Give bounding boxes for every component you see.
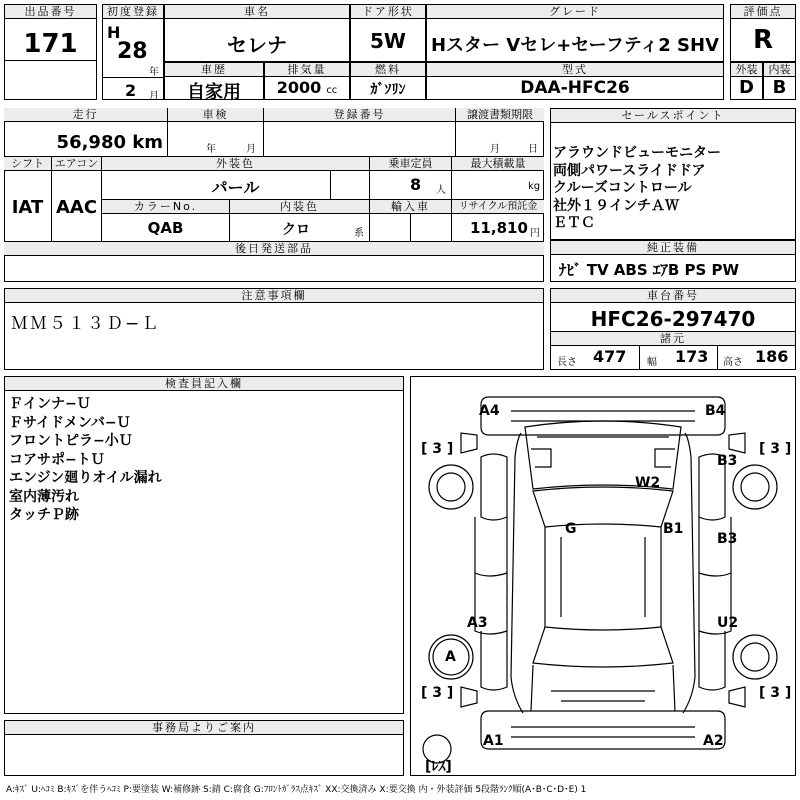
capacity: 8: [410, 175, 422, 194]
capacity-unit: 人: [436, 185, 446, 196]
tire-front-right: [ 3 ]: [759, 441, 792, 457]
height: 186: [755, 347, 789, 366]
equipment-box: [550, 240, 796, 282]
import-label: 輸入車: [370, 200, 451, 214]
inspector-item: Ｆサイドメンバ−Ｕ: [9, 414, 131, 431]
registration-number-label: 登録番号: [264, 108, 455, 122]
door-type: 5W: [370, 29, 406, 53]
sales-point-item: 両側パワースライドドア: [553, 162, 706, 179]
fuel-label: 燃料: [351, 63, 425, 77]
mark-g: G: [565, 521, 577, 537]
model-box: [426, 62, 724, 100]
displacement-unit: cc: [326, 85, 338, 96]
fuel-box: [350, 62, 426, 100]
inspector-item: エンジン廻りオイル漏れ: [9, 470, 162, 486]
inspection-label: 車検: [168, 108, 263, 122]
lot-number-box: [4, 4, 97, 100]
mileage-cell: [4, 108, 168, 156]
car-name-box: [164, 4, 350, 62]
mark-a2: A2: [703, 733, 724, 749]
inspector-item: フロントピラ−小Ｕ: [9, 433, 133, 449]
year-unit: 年: [149, 67, 159, 78]
office-label: 事務局よりご案内: [5, 721, 403, 735]
score-box: [730, 4, 796, 62]
first-registration-label: 初度登録: [103, 5, 163, 19]
interior-color-label: 内装色: [230, 200, 369, 214]
era: H: [107, 23, 121, 42]
color-number-cell: [102, 200, 230, 241]
interior-box: [763, 62, 796, 100]
chassis-box: [550, 288, 796, 370]
spare-tire: [ﾚｽ]: [425, 759, 452, 775]
exterior-color: パール: [211, 178, 260, 197]
grade-box: [426, 4, 724, 62]
sales-point-box: [550, 108, 796, 240]
exterior-box: [730, 62, 763, 100]
recycle-fee: 11,810: [470, 219, 528, 237]
door-box: [350, 4, 426, 62]
mark-a: A: [445, 649, 456, 665]
equipment: ﾅﾋﾞ TV ABS ｴｱB PS PW: [559, 261, 740, 279]
dims-label: 諸元: [551, 331, 795, 346]
office-box: [4, 720, 404, 776]
score-label: 評価点: [731, 5, 795, 19]
registration-year: 28: [117, 39, 148, 64]
fuel: ｶﾞｿﾘﾝ: [370, 82, 406, 98]
tire-rear-left: [ 3 ]: [421, 685, 454, 701]
length-label: 長さ: [557, 357, 577, 368]
grade-label: グレード: [427, 5, 723, 19]
inspection-year-unit: 年: [206, 144, 216, 155]
inspector-list: [5, 391, 403, 525]
max-load-cell: [452, 157, 544, 199]
mark-b3-front: B3: [717, 453, 738, 469]
ac-cell: [52, 157, 102, 241]
registration-number-cell: [264, 108, 456, 156]
lot-number-label: 出品番号: [5, 5, 96, 19]
chassis-label: 車台番号: [551, 289, 795, 303]
length: 477: [593, 347, 627, 366]
mileage: 56,980 km: [56, 132, 163, 153]
height-label: 高さ: [723, 357, 743, 368]
interior-color: クロ: [282, 222, 310, 238]
recycle-unit: 円: [530, 228, 540, 239]
displacement-label: 排気量: [265, 63, 349, 77]
inspection-cell: [168, 108, 264, 156]
first-registration-box: [102, 4, 164, 100]
shift-cell: [4, 157, 52, 241]
sales-point-item: アラウンドビューモニター: [553, 145, 721, 161]
mileage-label: 走行: [4, 108, 167, 122]
displacement: 2000: [276, 78, 322, 97]
mark-w2: W2: [635, 475, 661, 491]
sales-point-item: 社外１９インチＡＷ: [553, 197, 679, 214]
inspector-item: 室内薄汚れ: [9, 488, 79, 505]
exterior-color-label: 外装色: [102, 157, 369, 171]
sales-point-item: クルーズコントロール: [553, 180, 692, 196]
sales-point-label: セールスポイント: [551, 109, 795, 123]
mark-b3-side: B3: [717, 531, 738, 547]
tire-front-left: [ 3 ]: [421, 441, 454, 457]
inspector-box: [4, 376, 404, 714]
car-name-label: 車名: [165, 5, 349, 19]
month-unit: 月: [149, 91, 159, 102]
caution: ＭＭ５１３Ｄ−Ｌ: [11, 314, 161, 334]
damage-diagram: [410, 376, 796, 776]
recycle-cell: [452, 200, 544, 241]
interior-color-unit: 系: [354, 228, 364, 239]
mark-a1: A1: [483, 733, 504, 749]
inspector-item: タッチＰ跡: [9, 507, 79, 523]
later-parts-cell: [4, 242, 544, 282]
capacity-cell: [370, 157, 452, 199]
color-number: QAB: [147, 219, 184, 237]
color-number-label: カラーNo.: [102, 200, 229, 214]
inspector-label: 検査員記入欄: [5, 377, 403, 391]
car-name: セレナ: [227, 33, 287, 57]
door-label: ドア形状: [351, 5, 425, 19]
sales-point-item: ＥＴＣ: [553, 215, 595, 231]
grade: Hスター Vセレ+セーフティ2 SHV: [430, 35, 720, 56]
inspector-item: コアサポ−トＵ: [9, 451, 105, 468]
mark-a3: A3: [467, 615, 488, 631]
inspector-item: Ｆインナ−Ｕ: [9, 396, 91, 412]
width-label: 幅: [647, 357, 657, 368]
mark-b4: B4: [705, 403, 726, 419]
sales-point-list: [551, 123, 795, 233]
interior-grade: B: [772, 77, 787, 98]
score: R: [752, 25, 774, 55]
exterior-grade: D: [739, 77, 754, 98]
car-diagram-svg: [411, 377, 795, 775]
history: 自家用: [187, 82, 241, 103]
caution-box: [4, 288, 544, 370]
max-load-label: 最大積載量: [452, 157, 544, 171]
equipment-label: 純正装備: [551, 241, 795, 255]
mark-b1: B1: [663, 521, 684, 537]
interior-color-cell: [230, 200, 370, 241]
history-label: 車歴: [165, 63, 263, 77]
transfer-deadline-label: 譲渡書類期限: [456, 108, 544, 122]
transfer-month-unit: 月: [490, 144, 500, 155]
displacement-box: [264, 62, 350, 100]
chassis-number: HFC26-297470: [590, 307, 756, 331]
mark-a4: A4: [479, 403, 500, 419]
transfer-day-unit: 日: [528, 144, 538, 155]
shift-label: シフト: [4, 157, 51, 171]
import-cell: [370, 200, 452, 241]
model-code: DAA-HFC26: [520, 78, 630, 98]
width: 173: [675, 347, 709, 366]
registration-month: 2: [125, 81, 137, 100]
legend: A:ｷｽﾞ U:ﾍｺﾐ B:ｷｽﾞを伴うﾍｺﾐ P:要塗装 W:補修跡 S:錆 C:腐食 G:ﾌﾛﾝﾄｶﾞﾗｽ点ｷｽﾞ XX:交換済み X:要交換 内・外装評価 5段階ﾗﾝｸ順(A･B･C･D･E) 1: [6, 785, 587, 795]
capacity-label: 乗車定員: [370, 157, 451, 171]
inspection-month-unit: 月: [246, 144, 256, 155]
transfer-deadline-cell: [456, 108, 544, 156]
model-label: 型式: [427, 63, 723, 77]
max-load-unit: kg: [528, 181, 541, 192]
shift: IAT: [11, 197, 44, 218]
air-conditioner: AAC: [55, 197, 98, 218]
exterior-label: 外装: [731, 63, 762, 77]
history-box: [164, 62, 264, 103]
mark-u2: U2: [717, 615, 739, 631]
interior-label: 内装: [764, 63, 795, 77]
ac-label: エアコン: [52, 157, 101, 171]
caution-label: 注意事項欄: [5, 289, 543, 303]
lot-number: 171: [23, 29, 78, 59]
later-parts-label: 後日発送部品: [4, 242, 544, 256]
tire-rear-right: [ 3 ]: [759, 685, 792, 701]
recycle-label: リサイクル預託金: [452, 200, 544, 214]
